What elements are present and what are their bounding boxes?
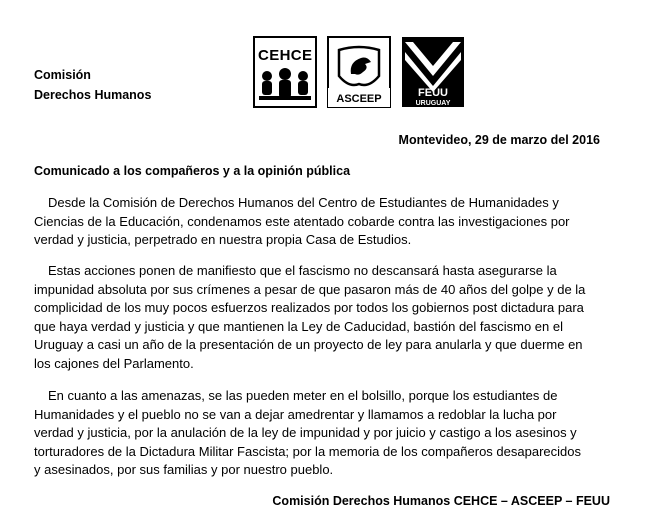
issuer-line-1: Comisión	[34, 68, 91, 82]
body-paragraph-3	[34, 387, 614, 480]
paragraph-line: En cuanto a las amenazas, se las pueden meter en el bolsillo, porque los estudiantes de	[48, 388, 558, 403]
asceep-logo-text: ASCEEP	[336, 93, 382, 105]
paragraph-line: impunidad absoluta por sus crímenes a pesar de que pasaron más de 40 años del golpe y de la	[34, 281, 586, 297]
document-date: Montevideo, 29 de marzo del 2016	[398, 133, 600, 147]
paragraph-line: torturadores de la Dictadura Militar Fascista; por la memoria de los compañeros desaparecidos	[34, 443, 581, 459]
paragraph-line: los cajones del Parlamento.	[34, 355, 194, 371]
issuer-block	[34, 65, 151, 105]
issuer-line-2: Derechos Humanos	[34, 88, 152, 102]
cehce-logo	[253, 36, 317, 108]
cehce-logo-text: CEHCE	[258, 47, 312, 64]
paragraph-line: Humanidades y el pueblo no se van a dejar amedrentar y llamamos a redoblar la lucha por	[34, 406, 557, 422]
body-paragraph-1	[34, 194, 614, 250]
body-paragraph-2	[34, 262, 614, 373]
paragraph-line: y asesinados, por sus familias y por nuestro pueblo.	[34, 462, 334, 477]
paragraph-line: complicidad de los muy pocos esfuerzos realizados por todos los gobiernos post dictadura para	[34, 300, 584, 315]
document-subject: Comunicado a los compañeros y a la opinión pública	[34, 164, 351, 178]
paragraph-line: Desde la Comisión de Derechos Humanos del Centro de Estudiantes de Humanidades y	[48, 195, 559, 210]
signature-line: Comisión Derechos Humanos CEHCE – ASCEEP – FEUU	[272, 494, 610, 508]
paragraph-line: que haya verdad y justicia y que mantienen la Ley de Caducidad, bastión del fascismo en el	[34, 318, 563, 334]
paragraph-line: Uruguay a casi un año de la presentación de un proyecto de ley para anularla y que duerme en	[34, 337, 583, 352]
feuu-logo	[401, 36, 465, 108]
feuu-logo-subtext: URUGUAY	[415, 100, 451, 107]
logo-row	[253, 36, 465, 108]
paragraph-line: verdad y justicia, por la anulación de la ley de impunidad y por juicio y castigo a los asesinos y	[34, 425, 577, 440]
paragraph-line: Estas acciones ponen de manifiesto que el fascismo no descansará hasta asegurarse la	[48, 263, 557, 278]
paragraph-line: verdad y justicia, perpetrado en nuestra propia Casa de Estudios.	[34, 232, 412, 247]
asceep-logo	[327, 36, 391, 108]
paragraph-line: Ciencias de la Educación, condenamos este atentado cobarde contra las investigaciones por	[34, 213, 570, 229]
feuu-logo-text: FEUU	[418, 87, 448, 99]
